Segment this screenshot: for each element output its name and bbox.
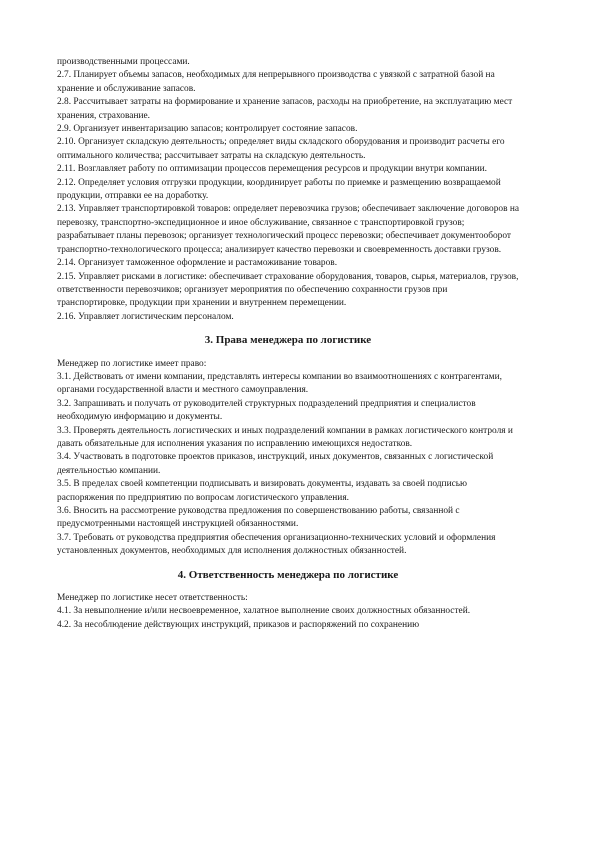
paragraph-2-14: 2.14. Организует таможенное оформление и растаможивание товаров. [57, 258, 338, 269]
paragraph-3-6: 3.6. Вносить на рассмотрение руководства предложения по совершенствованию работы, связанной с предусмотренными настоящей инструкцией обязанностями. [57, 506, 460, 530]
paragraph-3-1: 3.1. Действовать от имени компании, представлять интересы компании во взаимоотношениях с контрагентами, органами государственной власти и местного самоуправления. [57, 371, 502, 396]
paragraph-3-4: 3.4. Участвовать в подготовке проектов приказов, инструкций, иных документов, связанных с логистической деятельностью компании. [57, 452, 494, 476]
paragraph-4-1: 4.1. За невыполнение и/или несвоевременное, халатное выполнение своих должностных обязанностей. [57, 606, 471, 617]
paragraph-2-8: 2.8. Рассчитывает затраты на формирование и хранение запасов, расходы на приобретение, на эксплуатацию мест хранения, страхование. [57, 97, 513, 121]
section-4 [57, 592, 519, 632]
paragraph-2-10: 2.10. Организует складскую деятельность; определяет виды складского оборудования и производит расчеты его оптимального количества; рассчитывает затраты на складскую деятельность. [57, 137, 505, 161]
section-3-lead: Менеджер по логистике имеет право: [57, 358, 207, 369]
paragraph-2-7: 2.7. Планирует объемы запасов, необходимых для непрерывного производства с увязкой с затратной базой на хранение и обслуживание запасов. [57, 70, 495, 94]
section-4-heading: 4. Ответственность менеджера по логистике [177, 568, 399, 581]
paragraph-2-12: 2.12. Определяет условия отгрузки продукции, координирует работы по приемке и размещению возвращаемой продукции, отправки ее на доработку. [57, 177, 501, 202]
section-3 [57, 358, 519, 559]
paragraph-3-2: 3.2. Запрашивать и получать от руководителей структурных подразделений предприятия и специалистов необходимую информацию и документы. [57, 398, 476, 423]
paragraph-2-11: 2.11. Возглавляет работу по оптимизации процессов перемещения ресурсов и продукции внутри компании. [57, 164, 488, 175]
paragraph-2-15: 2.15. Управляет рисками в логистике: обеспечивает страхование оборудования, товаров, сырья, материалов, грузов, ответственности перевозчиков; организует мероприятия по обеспечению сохранности грузов при транспортировке, продукции при хранении и внутреннем перемещении. [57, 271, 519, 309]
section-4-lead: Менеджер по логистике несет ответственность: [57, 593, 248, 604]
paragraph-3-5: 3.5. В пределах своей компетенции подписывать и визировать документы, издавать за своей подписью распоряжения по предприятию по вопросам логистического управления. [57, 479, 468, 503]
section-3-heading: 3. Права менеджера по логистике [204, 334, 372, 347]
section-2-continued [57, 56, 519, 324]
paragraph-3-7: 3.7. Требовать от руководства предприятия обеспечения организационно-технических условий и оформления установленных документов, необходимых для исполнения должностных обязанностей. [57, 532, 496, 557]
paragraph-4-2: 4.2. За несоблюдение действующих инструкций, приказов и распоряжений по сохранению [57, 619, 420, 630]
paragraph-2-13: 2.13. Управляет транспортировкой товаров: определяет перевозчика грузов; обеспечивает заключение договоров на перевозку, транспортно-экспедиционное и иное обслуживание, связанное с транспортировкой грузов; разрабатывает планы перевозок; организует технологический процесс перевозки; обеспечивает документооборот транспортно-технологического процесса; анализирует качество перевозки и своевременность доставки грузов. [57, 204, 520, 255]
paragraph-2-9: 2.9. Организует инвентаризацию запасов; контролирует состояние запасов. [57, 124, 358, 135]
paragraph-2-6-end: производственными процессами. [57, 57, 190, 67]
paragraph-3-3: 3.3. Проверять деятельность логистических и иных подразделений компании в рамках логистического контроля и давать обязательные для исполнения указания по исправлению имеющихся недостатков. [57, 425, 513, 449]
paragraph-2-16: 2.16. Управляет логистическим персоналом. [57, 311, 234, 322]
